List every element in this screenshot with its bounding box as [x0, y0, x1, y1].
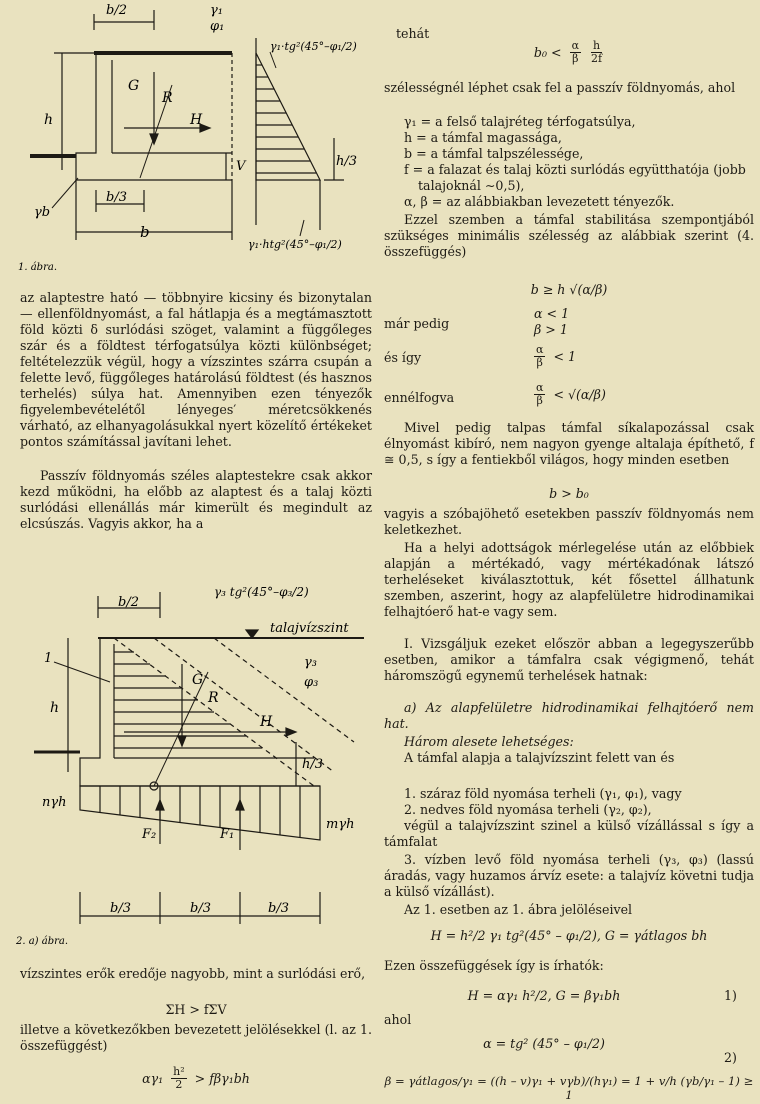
right-para-a: a) Az alapfelületre hidrodinamikai felhajtóerő nem hat.: [384, 700, 754, 731]
definition-h: h = a támfal magassága,: [404, 130, 562, 145]
fig1-caption: 1. ábra.: [18, 262, 58, 273]
fig1-label-H: H: [190, 112, 203, 128]
fig2-label-b-half: b/2: [118, 595, 139, 610]
equation-ratio-lt-sqrt: [534, 382, 606, 407]
right-mar-pedig: már pedig: [384, 316, 450, 331]
left-paragraph-3: vízszintes erők eredője nagyobb, mint a surlódási erő,: [20, 966, 366, 981]
fig2-label-nyh: nγh: [42, 795, 67, 810]
fig2-label-talajvizszint: talajvízszint: [270, 621, 349, 636]
right-es-igy: és így: [384, 350, 422, 365]
eq-b0-f2-den: 2f: [591, 52, 603, 65]
fig2-label-F2: F₂: [142, 827, 157, 842]
equation-1-number: 1): [724, 988, 737, 1003]
left-paragraph-2: Passzív földnyomás széles alaptestekre csak akkor kezd működni, ha előbb az alaptest és a talaj közti surlódási ellenállás már kimerült és megindult az elcsúszás. Vagyis akkor, ha a: [20, 468, 372, 531]
fig2-label-F1: F₁: [220, 827, 235, 842]
definition-b: b = a támfal talpszélessége,: [404, 146, 584, 161]
fig2-label-h3: h/3: [302, 757, 324, 772]
fig2-label-b3-2: b/3: [190, 901, 211, 916]
fig2-label-one: 1: [44, 651, 53, 666]
right-para-I: I. Vizsgáljuk ezeket először abban a legegyszerűbb esetben, amikor a támfalra csak végigmenő, tehát háromszögű egynemű terhelések hatnak:: [384, 636, 754, 683]
fig2-label-b3-3: b/3: [268, 901, 289, 916]
eq-b0-frac2: [589, 40, 604, 65]
condition-alpha: α < 1: [534, 306, 570, 321]
fig2-label-b3-1: b/3: [110, 901, 131, 916]
fig1-label-bottom-pressure: γ₁·htg²(45°–φ₁/2): [248, 238, 342, 251]
equation-beta: β = γátlagos/γ₁ = ((h – v)γ₁ + vγb)/(hγ₁) = 1 + v/h (γb/γ₁ – 1) ≥ 1: [384, 1074, 754, 1102]
right-para-mivel: Mivel pedig talpas támfal síkalapozással csak élnyomást kibíró, nem nagyon gyenge altalaja építhető, f ≅ 0,5, s így a fentiekből világos, hogy minden esetben: [384, 420, 754, 467]
eq-ineq-num: h²: [173, 1065, 185, 1078]
right-ahol: ahol: [384, 1012, 412, 1027]
fig1-label-top-pressure: γ₁·tg²(45°–φ₁/2): [270, 40, 357, 53]
right-para-vagyis: vagyis a szóbajöhető esetekben passzív földnyomás nem keletkezhet.: [384, 506, 754, 537]
left-paragraph-1: az alaptestre ható — többnyire kicsiny és bizonytalan — ellenföldnyomást, a fal hátlapja és a megtámasztott föld közti δ surlódási szöget, valamint a függőleges szár és a földtest térfogatsúlya közti különbséget; feltételezzük végül, hogy a vízszintes szárra csupán a felette levő, függőleges határolású földtest (és hasznos terhelés) súlya hat. Amennyiben ezen tényezők figyelembevételétől lényeges′ méretcsökkenés várható, az elhanyagolásukkal nyert közelítő értékeket pontos számítással javítani lehet.: [20, 290, 372, 449]
fig2-label-G: G: [192, 672, 204, 688]
fig2-label-phi3: φ₃: [304, 675, 319, 690]
ratio-lt-sqrt: < √(α/β): [553, 387, 606, 402]
fig2-label-H: H: [260, 714, 273, 730]
right-case-1: 1. száraz föld nyomása terheli (γ₁, φ₁), vagy: [404, 786, 682, 801]
definition-f: f = a falazat és talaj közti surlódás együtthatója (jobb talajoknál ∼0,5),: [404, 162, 746, 193]
fig1-label-b: b: [140, 223, 150, 241]
right-para-az1: Az 1. esetben az 1. ábra jelöléseivel: [404, 902, 633, 917]
right-para-sz: szélességnél léphet csak fel a passzív földnyomás, ahol: [384, 80, 736, 95]
equation-alpha: α = tg² (45° – φ₁/2): [483, 1036, 605, 1051]
fig1-label-G: G: [128, 78, 140, 94]
equation-ratio-lt-1: [534, 344, 576, 369]
equation-inequality: [20, 1066, 372, 1091]
conditions: [534, 306, 569, 338]
fig1-label-b3: b/3: [106, 190, 127, 205]
right-para-vegul: végül a talajvízszint szinel a külső vízállással s így a támfalat: [384, 818, 754, 849]
fig2-label-myh: mγh: [326, 817, 355, 832]
fig2-caption: 2. a) ábra.: [16, 936, 69, 947]
fig1-label-h3: h/3: [336, 154, 358, 169]
eq-ineq-lhs: αγ₁: [142, 1071, 164, 1086]
ratio-lt-1: < 1: [553, 349, 577, 364]
right-case-2: 2. nedves föld nyomása terheli (γ₂, φ₂),: [404, 802, 652, 817]
figure-2: [14, 572, 376, 950]
eq-b0-frac1: [570, 40, 581, 65]
condition-beta: β > 1: [534, 322, 568, 337]
equation-1: H = αγ₁ h²/2, G = βγ₁bh: [467, 988, 621, 1003]
eq-ineq-den: 2: [175, 1078, 183, 1091]
fig1-label-phi: φ₁: [210, 19, 225, 34]
right-para-harom: Három alesete lehetséges:: [404, 734, 574, 749]
eq-b0-lhs: b₀ <: [533, 45, 562, 60]
fig1-label-gamma: γ₁: [210, 3, 223, 18]
left-paragraph-4: illetve a következőkben bevezetett jelölésekkel (l. az 1. összefüggést): [20, 1022, 372, 1053]
equation-2-number: 2): [724, 1050, 737, 1065]
fig2-label-gamma3: γ₃: [304, 655, 317, 670]
equation-sum: ΣH > fΣV: [165, 1002, 227, 1017]
ratio-num-1: α: [536, 343, 544, 356]
eq-ineq-rhs: > fβγ₁bh: [194, 1071, 250, 1086]
eq-b0-f1-den: β: [572, 52, 579, 65]
eq-ineq-frac: [171, 1066, 187, 1091]
equation-b0: [384, 40, 754, 65]
fig1-label-b-half: b/2: [106, 3, 127, 18]
figure-1: [14, 0, 374, 278]
right-para-ezzel: Ezzel szemben a támfal stabilitása szempontjából szükséges minimális szélesség az alábbiak szerint (4. összefüggés): [384, 212, 754, 259]
fig2-label-h: h: [50, 700, 60, 716]
fig1-label-h: h: [44, 112, 54, 128]
ratio-den-1: β: [536, 356, 543, 369]
equation-b-min: b ≥ h √(α/β): [530, 282, 608, 297]
right-ennelfogva: ennélfogva: [384, 390, 455, 405]
ratio-frac-1: [534, 344, 545, 369]
ratio-den-2: β: [536, 394, 543, 407]
right-tehat: tehát: [396, 26, 430, 41]
equation-b-gt-b0: b > b₀: [549, 486, 589, 501]
definition-gamma1: γ₁ = a felső talajréteg térfogatsúlya,: [404, 114, 636, 129]
definitions-list: [404, 114, 752, 210]
definition-alpha-beta: α, β = az alábbiakban levezetett tényezők.: [404, 194, 675, 209]
equation-H-G: H = h²/2 γ₁ tg²(45° – φ₁/2), G = γátlagos bh: [430, 928, 708, 943]
fig1-label-V: V: [236, 159, 246, 174]
right-para-ezen: Ezen összefüggések így is írhatók:: [384, 958, 604, 973]
right-para-ha: Ha a helyi adottságok mérlegelése után az előbbiek alapján a mértékadó, vagy mértékadónak látszó terheléseket kiválasztottuk, két fősettel állhatunk szemben, aszerint, hogy az alapfelületre hidrodinamikai felhajtóerő hat-e vagy sem.: [384, 540, 754, 619]
fig1-label-gamma-b: γb: [34, 205, 51, 220]
right-para-A: A támfal alapja a talajvízszint felett van és: [404, 750, 675, 765]
ratio-num-2: α: [536, 381, 544, 394]
ratio-frac-2: [534, 382, 545, 407]
right-case-3: 3. vízben levő föld nyomása terheli (γ₃, φ₃) (lassú áradás, vagy huzamos árvíz esete: a talajvíz követni tudja a külső vízállást).: [384, 852, 754, 899]
fig2-label-R: R: [208, 690, 219, 706]
fig1-label-R: R: [162, 90, 173, 106]
eq-b0-f1-num: α: [571, 39, 580, 52]
eq-b0-f2-num: h: [593, 39, 601, 52]
fig2-label-top-pressure: γ₃ tg²(45°–φ₃/2): [214, 585, 309, 599]
